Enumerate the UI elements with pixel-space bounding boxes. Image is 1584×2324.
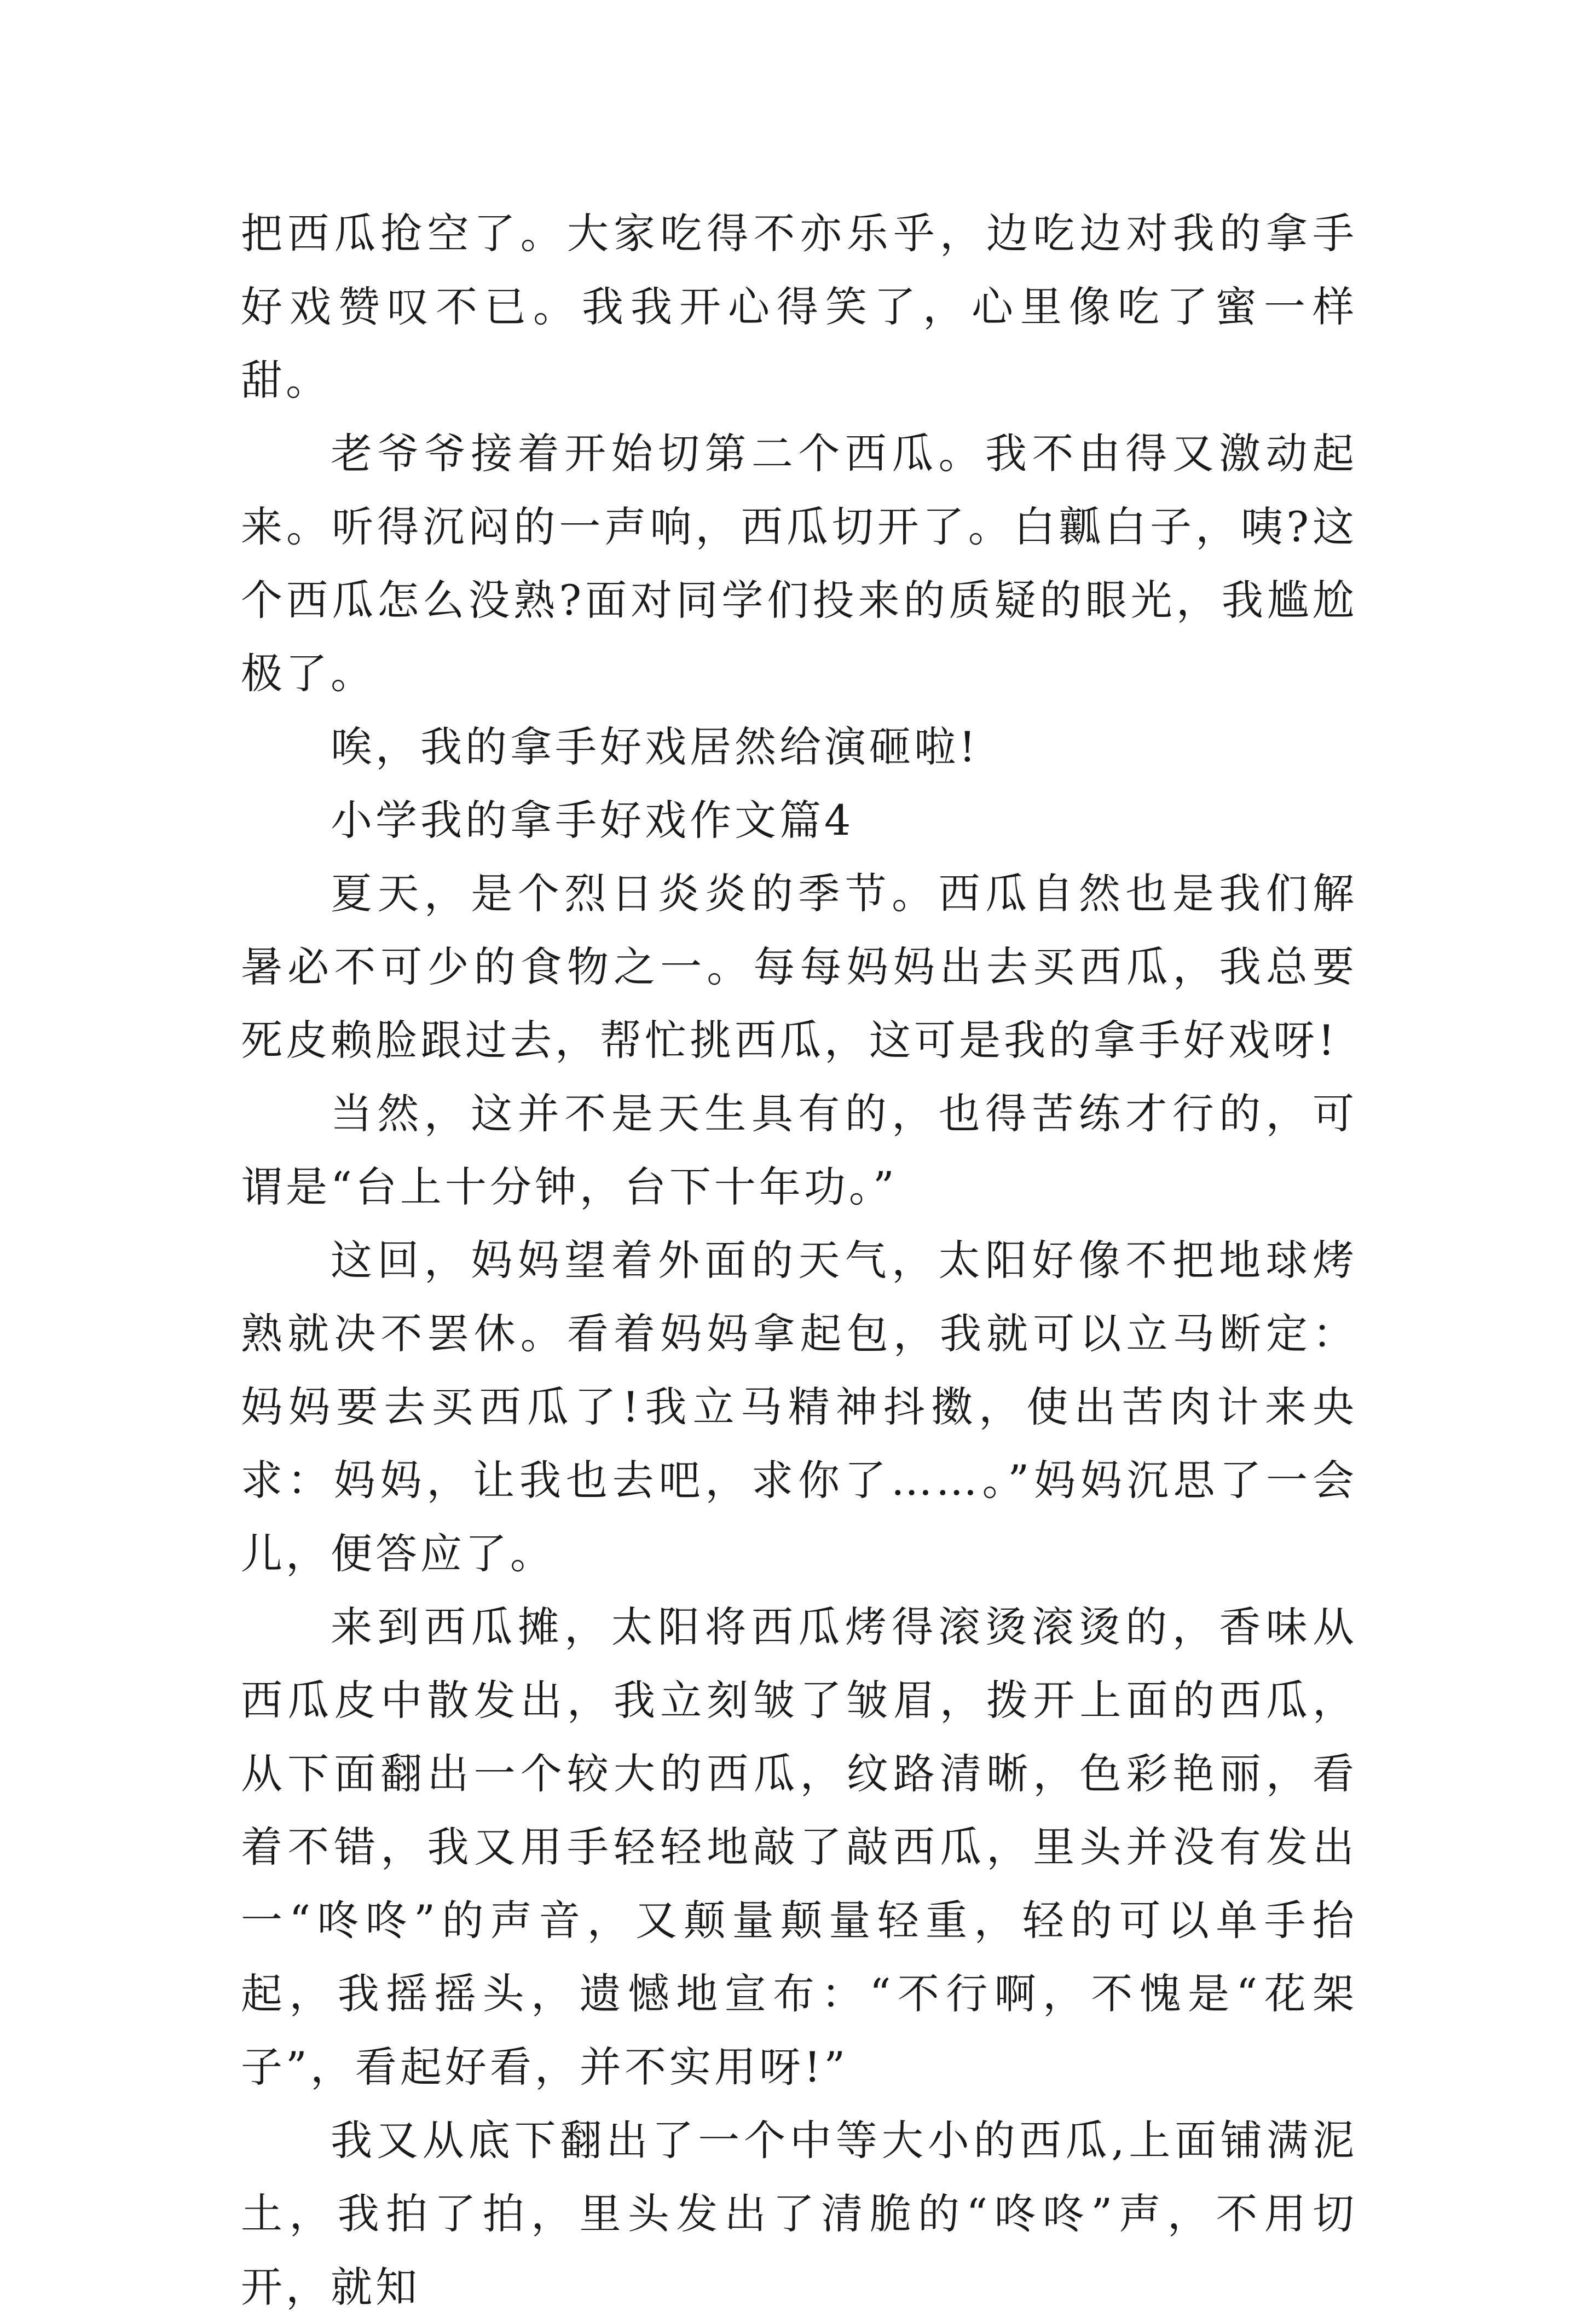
- paragraph: 这回，妈妈望着外面的天气，太阳好像不把地球烤熟就决不罢休。看着妈妈拿起包，我就可以立马断定：妈妈要去买西瓜了!我立马精神抖擞，使出苦肉计来央求：妈妈，让我也去吧，求你了……。”妈妈沉思了一会儿，便答应了。: [241, 1236, 1357, 1578]
- document-body: [241, 197, 1357, 2324]
- paragraph: 当然，这并不是天生具有的，也得苦练才行的，可谓是“台上十分钟，台下十年功。”: [241, 1089, 1357, 1211]
- section-heading: 小学我的拿手好戏作文篇4: [331, 796, 854, 845]
- paragraph: 夏天，是个烈日炎炎的季节。西瓜自然也是我们解暑必不可少的食物之一。每每妈妈出去买西瓜，我总要死皮赖脸跟过去，帮忙挑西瓜，这可是我的拿手好戏呀!: [241, 869, 1357, 1065]
- paragraph: 我又从底下翻出了一个中等大小的西瓜,上面铺满泥土，我拍了拍，里头发出了清脆的“咚咚”声，不用切开，就知: [241, 2116, 1357, 2311]
- paragraph: 唉，我的拿手好戏居然给演砸啦!: [331, 722, 979, 771]
- paragraph: 来到西瓜摊，太阳将西瓜烤得滚烫滚烫的，香味从西瓜皮中散发出，我立刻皱了皱眉，拨开上面的西瓜，从下面翻出一个较大的西瓜，纹路清晰，色彩艳丽，看着不错，我又用手轻轻地敲了敲西瓜，里头并没有发出一“咚咚”的声音，又颠量颠量轻重，轻的可以单手抬起，我摇摇头，遗憾地宣布：“不行啊，不愧是“花架子”，看起好看，并不实用呀!”: [241, 1603, 1357, 2091]
- paragraph: 把西瓜抢空了。大家吃得不亦乐乎，边吃边对我的拿手好戏赞叹不已。我我开心得笑了，心里像吃了蜜一样甜。: [241, 209, 1357, 404]
- paragraph: 老爷爷接着开始切第二个西瓜。我不由得又激动起来。听得沉闷的一声响，西瓜切开了。白瓤白子，咦?这个西瓜怎么没熟?面对同学们投来的质疑的眼光，我尴尬极了。: [241, 429, 1357, 698]
